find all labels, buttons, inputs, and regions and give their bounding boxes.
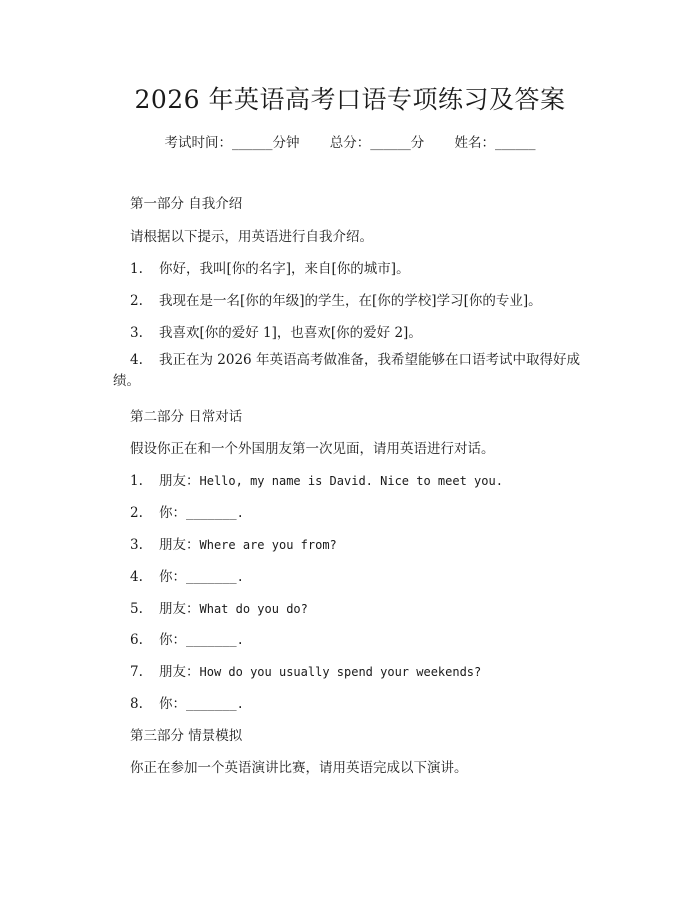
total-score-field: 总分：______分: [329, 135, 425, 151]
item-number: 8.: [130, 696, 143, 712]
exam-time-field: 考试时间：______分钟: [164, 135, 300, 151]
dialogue-text: Where are you from?: [199, 538, 337, 552]
dialogue-line-5: [130, 597, 308, 617]
answer-blank: _______.: [186, 506, 244, 520]
dialogue-line-3: [130, 533, 337, 553]
dialogue-text: How do you usually spend your weekends?: [199, 665, 482, 679]
answer-blank: _______.: [186, 570, 244, 584]
dialogue-text: What do you do?: [199, 602, 308, 616]
item-text: 我正在为 2026 年英语高考做准备，我希望能够在口语考试中取得好成: [159, 352, 580, 368]
speaker-label: 朋友：: [159, 664, 200, 680]
speaker-label: 你：: [159, 632, 186, 648]
speaker-label: 你：: [159, 569, 186, 585]
item-text: 我现在是一名[你的年级]的学生，在[你的学校]学习[你的专业]。: [159, 293, 542, 309]
item-number: 4.: [130, 352, 143, 368]
item-text-continued: 绩。: [113, 373, 140, 389]
dialogue-line-1: [130, 469, 503, 489]
item-number: 5.: [130, 601, 143, 617]
part3-instruction: 你正在参加一个英语演讲比赛，请用英语完成以下演讲。: [130, 760, 468, 776]
dialogue-line-6: [130, 628, 244, 648]
item-number: 3.: [130, 325, 143, 341]
item-number: 1.: [130, 261, 143, 277]
item-number: 3.: [130, 537, 143, 553]
item-number: 7.: [130, 664, 143, 680]
part1-item-1: [130, 257, 410, 277]
item-text: 你好，我叫[你的名字]，来自[你的城市]。: [159, 261, 410, 277]
dialogue-text: Hello, my name is David. Nice to meet you.: [199, 474, 503, 488]
part2-instruction: 假设你正在和一个外国朋友第一次见面，请用英语进行对话。: [130, 441, 495, 457]
item-number: 2.: [130, 293, 143, 309]
speaker-label: 朋友：: [159, 601, 200, 617]
dialogue-line-7: [130, 660, 481, 680]
speaker-label: 你：: [159, 505, 186, 521]
part1-item-2: [130, 289, 542, 309]
part1-instruction: 请根据以下提示，用英语进行自我介绍。: [130, 229, 373, 245]
item-number: 1.: [130, 473, 143, 489]
speaker-label: 朋友：: [159, 473, 200, 489]
part1-heading: 第一部分 自我介绍: [130, 196, 243, 212]
student-name-field: 姓名：______: [454, 135, 536, 151]
document-title: 2026 年英语高考口语专项练习及答案: [134, 85, 566, 114]
item-number: 2.: [130, 505, 143, 521]
speaker-label: 你：: [159, 696, 186, 712]
part2-heading: 第二部分 日常对话: [130, 409, 243, 425]
item-number: 6.: [130, 632, 143, 648]
part3-heading: 第三部分 情景模拟: [130, 728, 243, 744]
answer-blank: _______.: [186, 697, 244, 711]
dialogue-line-8: [130, 692, 244, 712]
speaker-label: 朋友：: [159, 537, 200, 553]
part1-item-4: [113, 350, 580, 392]
exam-info-line: [0, 131, 700, 151]
dialogue-line-4: [130, 565, 244, 585]
answer-blank: _______.: [186, 633, 244, 647]
item-number: 4.: [130, 569, 143, 585]
dialogue-line-2: [130, 501, 244, 521]
item-text: 我喜欢[你的爱好 1]，也喜欢[你的爱好 2]。: [159, 325, 422, 341]
part1-item-3: [130, 321, 422, 341]
